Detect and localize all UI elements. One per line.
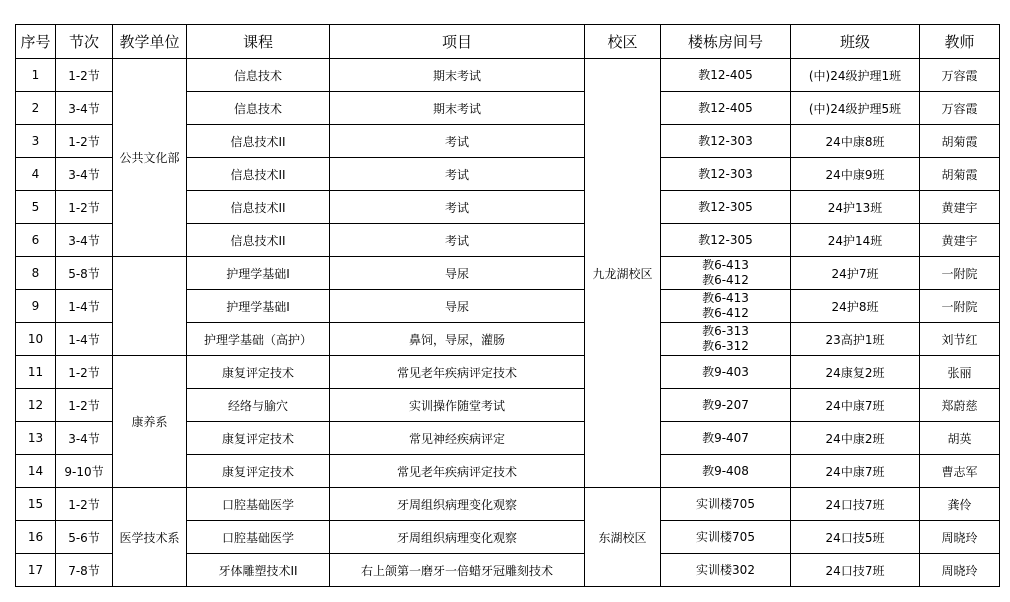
room-line: 教6-412	[702, 273, 749, 287]
table-row	[16, 59, 1000, 92]
room-cell	[661, 488, 791, 521]
class-cell: 24中康8班	[791, 125, 920, 158]
class-cell: 24康复2班	[791, 356, 920, 389]
campus-cell: 东湖校区	[585, 488, 661, 587]
class-cell: 24中康9班	[791, 158, 920, 191]
row-number-cell: 5	[16, 191, 56, 224]
item-cell: 常见神经疾病评定	[330, 422, 585, 455]
table-row	[16, 257, 1000, 290]
class-cell: 24口技5班	[791, 521, 920, 554]
period-cell: 1-4节	[56, 290, 113, 323]
item-cell: 常见老年疾病评定技术	[330, 356, 585, 389]
row-number-cell: 4	[16, 158, 56, 191]
course-cell: 护理学基础（高护）	[187, 323, 330, 356]
course-cell: 牙体雕塑技术II	[187, 554, 330, 587]
table-row	[16, 356, 1000, 389]
item-cell: 右上颌第一磨牙一倍蜡牙冠雕刻技术	[330, 554, 585, 587]
room-cell	[661, 191, 791, 224]
item-cell: 实训操作随堂考试	[330, 389, 585, 422]
row-number-cell: 13	[16, 422, 56, 455]
row-number-cell: 10	[16, 323, 56, 356]
header-cell: 节次	[56, 25, 113, 59]
course-cell: 护理学基础I	[187, 257, 330, 290]
item-cell: 导尿	[330, 257, 585, 290]
class-cell: 24护13班	[791, 191, 920, 224]
course-cell: 康复评定技术	[187, 356, 330, 389]
header-cell: 教师	[920, 25, 1000, 59]
item-cell: 常见老年疾病评定技术	[330, 455, 585, 488]
header-cell: 课程	[187, 25, 330, 59]
teacher-cell: 胡菊霞	[920, 125, 1000, 158]
room-cell	[661, 356, 791, 389]
table-row	[16, 488, 1000, 521]
room-line: 教6-413	[702, 258, 749, 272]
period-cell: 1-2节	[56, 356, 113, 389]
row-number-cell: 9	[16, 290, 56, 323]
row-number-cell: 15	[16, 488, 56, 521]
room-cell	[661, 389, 791, 422]
room-line: 实训楼705	[696, 529, 755, 544]
teacher-cell: 曹志军	[920, 455, 1000, 488]
row-number-cell: 12	[16, 389, 56, 422]
room-line: 教6-312	[702, 339, 749, 353]
course-cell: 口腔基础医学	[187, 521, 330, 554]
class-cell: 24口技7班	[791, 554, 920, 587]
room-line: 教12-405	[698, 100, 753, 115]
room-cell	[661, 323, 791, 356]
period-cell: 3-4节	[56, 422, 113, 455]
header-cell: 校区	[585, 25, 661, 59]
teacher-cell: 黄建宇	[920, 224, 1000, 257]
teacher-cell: 刘节红	[920, 323, 1000, 356]
period-cell: 3-4节	[56, 224, 113, 257]
room-cell	[661, 158, 791, 191]
room-line: 教9-407	[702, 430, 749, 445]
room-line: 教12-305	[698, 232, 753, 247]
class-cell: 24中康7班	[791, 389, 920, 422]
period-cell: 1-2节	[56, 59, 113, 92]
room-line: 实训楼705	[696, 496, 755, 511]
header-cell: 班级	[791, 25, 920, 59]
period-cell: 1-2节	[56, 488, 113, 521]
room-cell	[661, 59, 791, 92]
teaching-unit-cell: 医学技术系	[113, 488, 187, 587]
room-line: 实训楼302	[696, 562, 755, 577]
course-cell: 信息技术II	[187, 125, 330, 158]
row-number-cell: 8	[16, 257, 56, 290]
course-cell: 信息技术	[187, 92, 330, 125]
course-cell: 信息技术II	[187, 224, 330, 257]
room-cell	[661, 224, 791, 257]
teaching-unit-cell: 公共文化部	[113, 59, 187, 257]
item-cell: 牙周组织病理变化观察	[330, 521, 585, 554]
room-line: 教6-313	[702, 324, 749, 338]
room-line: 教12-405	[698, 67, 753, 82]
period-cell: 7-8节	[56, 554, 113, 587]
row-number-cell: 17	[16, 554, 56, 587]
teacher-cell: 胡英	[920, 422, 1000, 455]
item-cell: 导尿	[330, 290, 585, 323]
teacher-cell: 周晓玲	[920, 521, 1000, 554]
period-cell: 3-4节	[56, 158, 113, 191]
room-cell	[661, 125, 791, 158]
course-cell: 康复评定技术	[187, 455, 330, 488]
item-cell: 考试	[330, 191, 585, 224]
header-cell: 项目	[330, 25, 585, 59]
class-cell: 24护7班	[791, 257, 920, 290]
room-cell	[661, 422, 791, 455]
period-cell: 5-6节	[56, 521, 113, 554]
room-cell	[661, 92, 791, 125]
table-body	[16, 59, 1000, 587]
room-cell	[661, 290, 791, 323]
class-cell: 24中康7班	[791, 455, 920, 488]
class-cell: 24口技7班	[791, 488, 920, 521]
period-cell: 3-4节	[56, 92, 113, 125]
teacher-cell: 万容霞	[920, 59, 1000, 92]
period-cell: 1-2节	[56, 191, 113, 224]
exam-schedule-table	[15, 24, 1000, 587]
class-cell: 24护8班	[791, 290, 920, 323]
class-cell: (中)24级护理5班	[791, 92, 920, 125]
room-line: 教6-413	[702, 291, 749, 305]
course-cell: 口腔基础医学	[187, 488, 330, 521]
course-cell: 康复评定技术	[187, 422, 330, 455]
header-cell: 楼栋房间号	[661, 25, 791, 59]
class-cell: 23高护1班	[791, 323, 920, 356]
room-cell	[661, 257, 791, 290]
room-line: 教9-403	[702, 364, 749, 379]
course-cell: 护理学基础I	[187, 290, 330, 323]
row-number-cell: 3	[16, 125, 56, 158]
course-cell: 信息技术II	[187, 158, 330, 191]
room-line: 教6-412	[702, 306, 749, 320]
room-line: 教12-303	[698, 133, 753, 148]
campus-cell: 九龙湖校区	[585, 59, 661, 488]
period-cell: 1-4节	[56, 323, 113, 356]
teaching-unit-cell	[113, 257, 187, 356]
item-cell: 牙周组织病理变化观察	[330, 488, 585, 521]
room-line: 教12-305	[698, 199, 753, 214]
course-cell: 经络与腧穴	[187, 389, 330, 422]
teacher-cell: 周晓玲	[920, 554, 1000, 587]
teacher-cell: 张丽	[920, 356, 1000, 389]
header-row	[16, 25, 1000, 59]
room-cell	[661, 521, 791, 554]
room-cell	[661, 554, 791, 587]
course-cell: 信息技术	[187, 59, 330, 92]
period-cell: 1-2节	[56, 125, 113, 158]
row-number-cell: 2	[16, 92, 56, 125]
teaching-unit-cell: 康养系	[113, 356, 187, 488]
item-cell: 考试	[330, 224, 585, 257]
class-cell: 24中康2班	[791, 422, 920, 455]
header-cell: 序号	[16, 25, 56, 59]
item-cell: 考试	[330, 125, 585, 158]
teacher-cell: 黄建宇	[920, 191, 1000, 224]
item-cell: 考试	[330, 158, 585, 191]
row-number-cell: 14	[16, 455, 56, 488]
period-cell: 1-2节	[56, 389, 113, 422]
room-line: 教9-207	[702, 397, 749, 412]
item-cell: 期末考试	[330, 59, 585, 92]
class-cell: (中)24级护理1班	[791, 59, 920, 92]
period-cell: 9-10节	[56, 455, 113, 488]
header-cell: 教学单位	[113, 25, 187, 59]
teacher-cell: 龚伶	[920, 488, 1000, 521]
row-number-cell: 6	[16, 224, 56, 257]
teacher-cell: 胡菊霞	[920, 158, 1000, 191]
room-line: 教12-303	[698, 166, 753, 181]
room-cell	[661, 455, 791, 488]
row-number-cell: 11	[16, 356, 56, 389]
class-cell: 24护14班	[791, 224, 920, 257]
room-line: 教9-408	[702, 463, 749, 478]
row-number-cell: 16	[16, 521, 56, 554]
period-cell: 5-8节	[56, 257, 113, 290]
teacher-cell: 万容霞	[920, 92, 1000, 125]
row-number-cell: 1	[16, 59, 56, 92]
teacher-cell: 一附院	[920, 290, 1000, 323]
teacher-cell: 郑蔚慈	[920, 389, 1000, 422]
course-cell: 信息技术II	[187, 191, 330, 224]
item-cell: 期末考试	[330, 92, 585, 125]
teacher-cell: 一附院	[920, 257, 1000, 290]
item-cell: 鼻饲，导尿，灌肠	[330, 323, 585, 356]
